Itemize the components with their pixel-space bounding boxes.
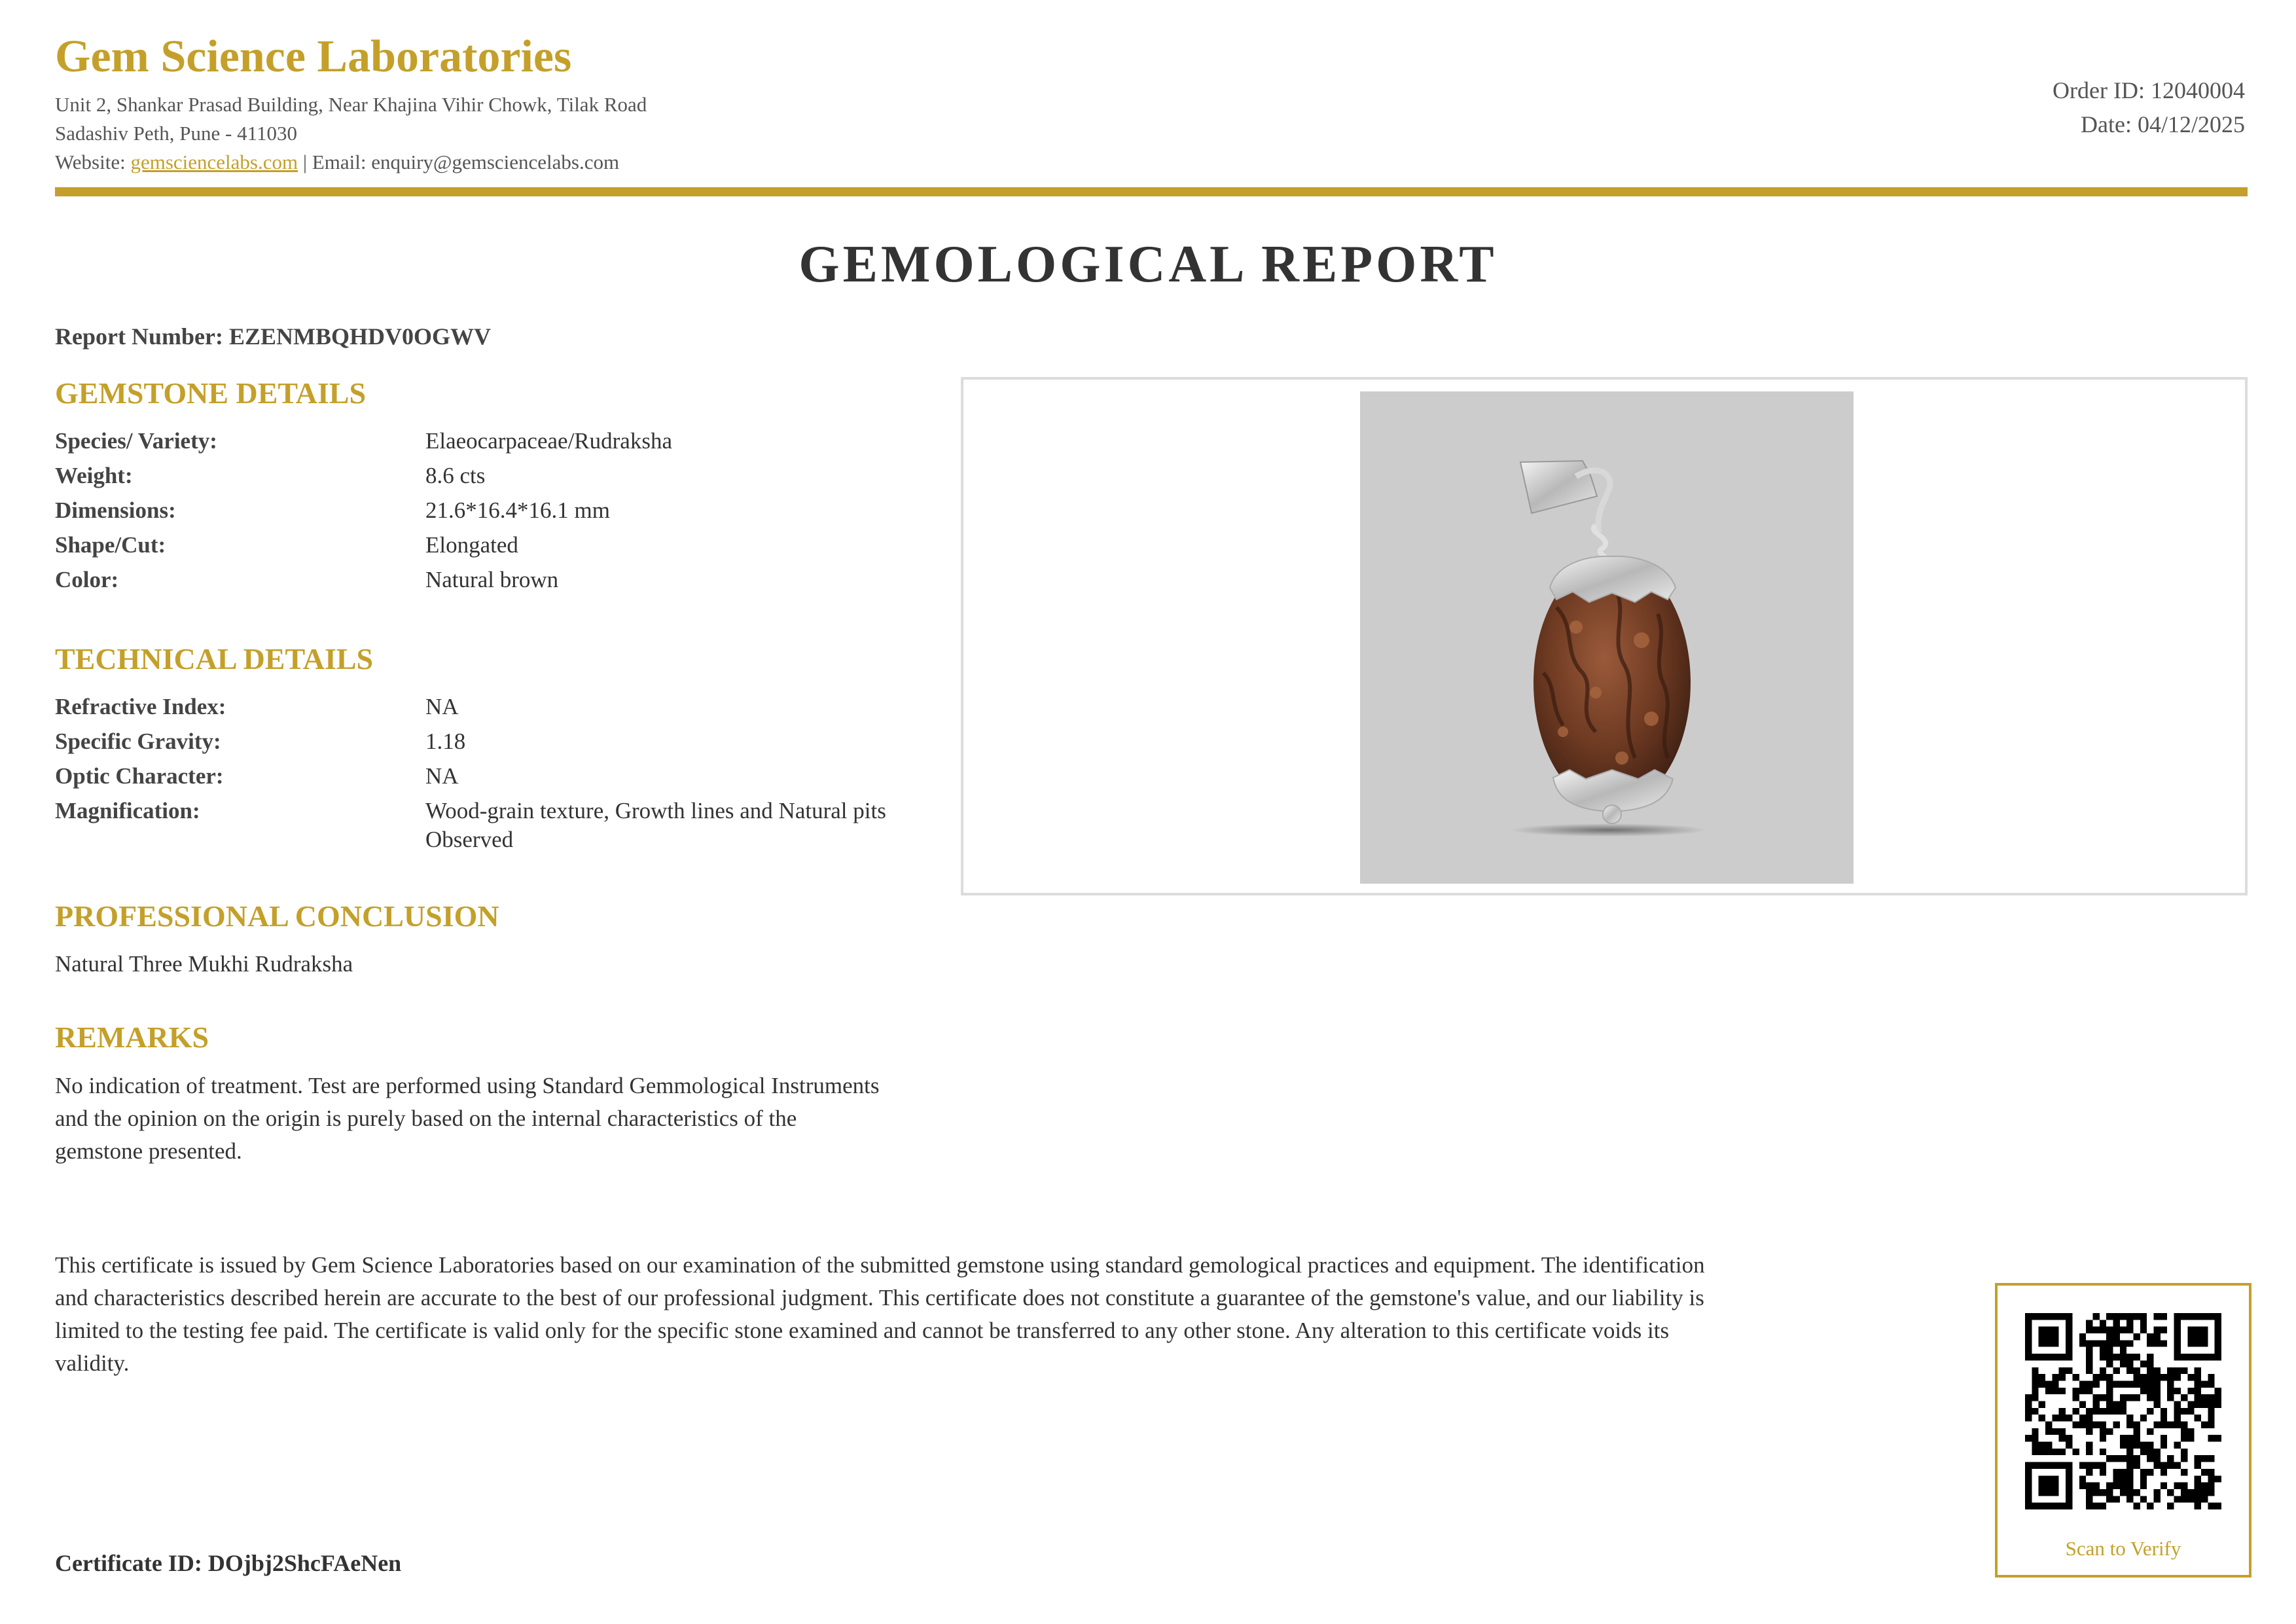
- conclusion-text: Natural Three Mukhi Rudraksha: [55, 951, 353, 977]
- address-line-2: Sadashiv Peth, Pune - 411030: [55, 122, 297, 145]
- gemstone-image-frame: [961, 377, 2248, 895]
- gemstone-details-heading: GEMSTONE DETAILS: [55, 376, 367, 410]
- header-divider: [55, 187, 2248, 196]
- order-id: Order ID: 12040004: [2053, 77, 2245, 103]
- detail-value: Elongated: [425, 532, 518, 558]
- qr-code-icon[interactable]: [2025, 1313, 2221, 1509]
- conclusion-heading: PROFESSIONAL CONCLUSION: [55, 899, 499, 933]
- scan-to-verify-label: Scan to Verify: [2065, 1537, 2181, 1560]
- contact-line: [55, 152, 619, 172]
- remarks-heading: REMARKS: [55, 1020, 209, 1054]
- detail-label: Dimensions:: [55, 497, 176, 523]
- technical-details-heading: TECHNICAL DETAILS: [55, 642, 374, 676]
- detail-value: Elaeocarpaceae/Rudraksha: [425, 428, 672, 454]
- rudraksha-pendant-illustration: [1360, 391, 1854, 884]
- qr-verify-box[interactable]: [1995, 1283, 2251, 1578]
- gemstone-photo: [1360, 391, 1854, 884]
- email-text: | Email: enquiry@gemsciencelabs.com: [302, 151, 620, 173]
- detail-label: Species/ Variety:: [55, 428, 217, 454]
- detail-label: Color:: [55, 567, 119, 592]
- disclaimer-text: This certificate is issued by Gem Science Laboratories based on our examination of the submitted gemstone using standard gemological practices and equipment. The identification and characteristics described herein are accurate to the best of our professional judgment. This certificate does not constitute a guarantee of the gemstone's value, and our liability is limited to the testing fee paid. The certificate is valid only for the specific stone examined and cannot be transferred to any other stone. Any alteration to this certificate voids its validity.: [55, 1252, 1705, 1376]
- detail-label: Weight:: [55, 463, 133, 488]
- certificate-id: Certificate ID: DOjbj2ShcFAeNen: [55, 1550, 402, 1576]
- website-prefix: Website:: [55, 151, 126, 173]
- detail-label: Optic Character:: [55, 763, 224, 789]
- detail-value: 8.6 cts: [425, 463, 486, 488]
- website-link[interactable]: gemsciencelabs.com: [130, 151, 298, 173]
- detail-label: Specific Gravity:: [55, 729, 221, 754]
- detail-value: Natural brown: [425, 567, 559, 592]
- report-title: GEMOLOGICAL REPORT: [798, 236, 1498, 293]
- detail-value: 1.18: [425, 729, 466, 754]
- detail-label: Shape/Cut:: [55, 532, 166, 558]
- remarks-text: No indication of treatment. Test are performed using Standard Gemmological Instruments and the opinion on the origin is purely based on the internal characteristics of the gemstone presented.: [55, 1073, 880, 1164]
- detail-value: NA: [425, 694, 459, 719]
- detail-value: 21.6*16.4*16.1 mm: [425, 497, 610, 523]
- order-date: Date: 04/12/2025: [2081, 111, 2245, 137]
- report-number: Report Number: EZENMBQHDV0OGWV: [55, 323, 491, 350]
- detail-label: Refractive Index:: [55, 694, 226, 719]
- address-line-1: Unit 2, Shankar Prasad Building, Near Khajina Vihir Chowk, Tilak Road: [55, 93, 647, 116]
- detail-value: NA: [425, 763, 459, 789]
- detail-value: Wood-grain texture, Growth lines and Natural pits Observed: [425, 798, 886, 852]
- detail-label: Magnification:: [55, 798, 200, 823]
- lab-name: Gem Science Laboratories: [55, 31, 572, 82]
